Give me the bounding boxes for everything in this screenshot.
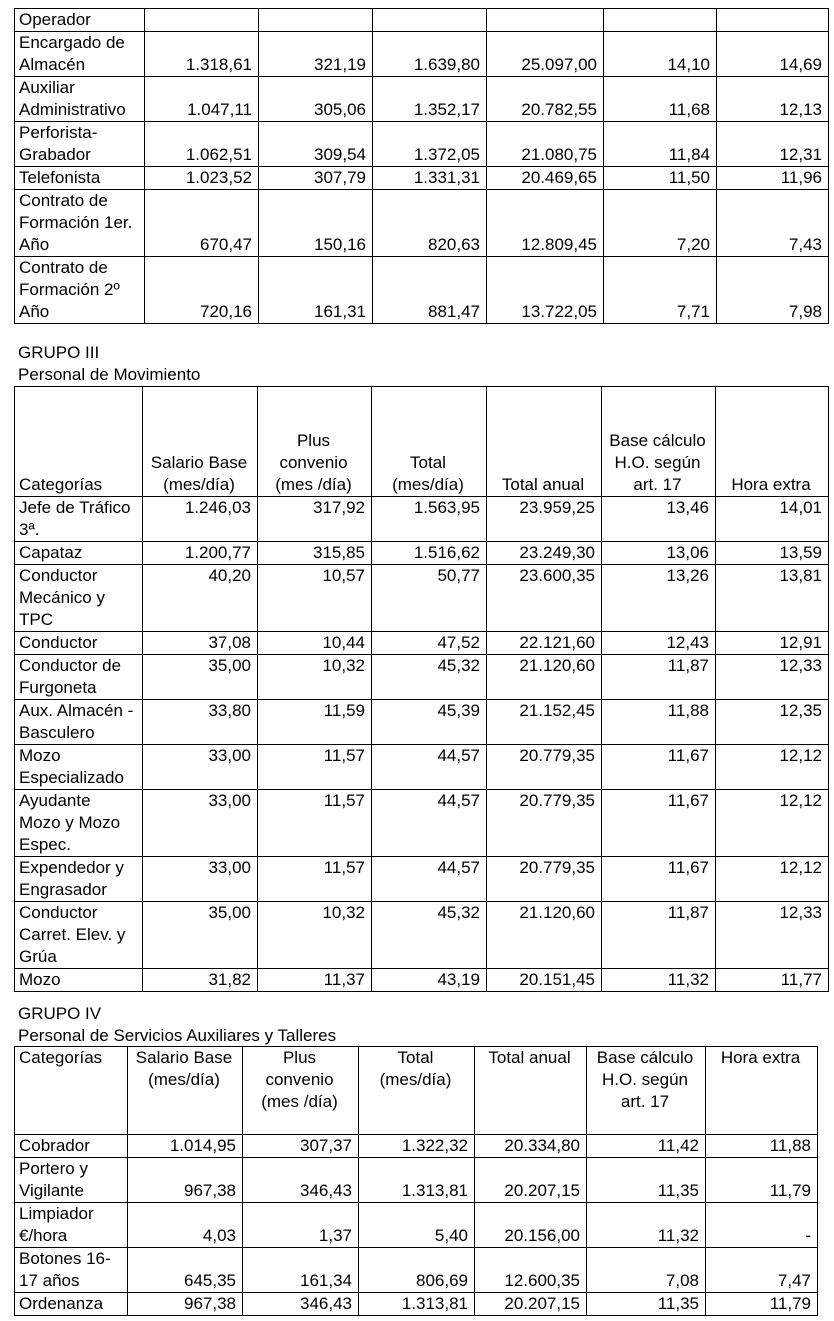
table-row <box>15 700 829 745</box>
column-header: Salario Base (mes/día) <box>128 1047 243 1135</box>
category-cell: Aux. Almacén -Basculero <box>15 700 143 745</box>
category-cell: Mozo Especializado <box>15 745 143 790</box>
category-cell: Capataz <box>15 542 143 565</box>
value-cell: 21.152,45 <box>487 700 602 745</box>
value-cell: 11,57 <box>258 790 372 857</box>
value-cell: 12,12 <box>716 745 829 790</box>
value-cell: 1.352,17 <box>373 77 487 122</box>
group-ii-body <box>15 9 829 324</box>
value-cell: 13,81 <box>716 565 829 632</box>
category-cell: Conductor <box>15 632 143 655</box>
column-header: Base cálculo H.O. según art. 17 <box>602 387 716 497</box>
value-cell: 47,52 <box>372 632 487 655</box>
column-header: Hora extra <box>706 1047 818 1135</box>
table-row <box>15 565 829 632</box>
value-cell: 1.639,80 <box>373 32 487 77</box>
value-cell: 20.779,35 <box>487 790 602 857</box>
value-cell: 1.563,95 <box>372 497 487 542</box>
value-cell: 45,39 <box>372 700 487 745</box>
value-cell: 5,40 <box>359 1203 475 1248</box>
value-cell: 11,96 <box>717 167 829 190</box>
value-cell: 12,33 <box>716 655 829 700</box>
value-cell: 161,31 <box>259 257 373 324</box>
value-cell: 150,16 <box>259 190 373 257</box>
value-cell: - <box>706 1203 818 1248</box>
category-cell: Expendedor y Engrasador <box>15 857 143 902</box>
value-cell: 11,57 <box>258 745 372 790</box>
value-cell: 44,57 <box>372 790 487 857</box>
value-cell <box>717 9 829 32</box>
value-cell: 14,10 <box>604 32 717 77</box>
value-cell: 44,57 <box>372 857 487 902</box>
value-cell: 11,77 <box>716 969 829 992</box>
category-cell: Jefe de Tráfico 3ª. <box>15 497 143 542</box>
value-cell: 7,47 <box>706 1248 818 1293</box>
value-cell: 7,43 <box>717 190 829 257</box>
value-cell: 33,00 <box>143 857 258 902</box>
column-header: Total (mes/día) <box>372 387 487 497</box>
table-row <box>15 632 829 655</box>
category-cell: Encargado de Almacén <box>15 32 145 77</box>
value-cell: 1.313,81 <box>359 1293 475 1316</box>
table-row <box>15 1135 818 1158</box>
value-cell: 1.313,81 <box>359 1158 475 1203</box>
value-cell: 1.023,52 <box>145 167 259 190</box>
value-cell: 33,80 <box>143 700 258 745</box>
value-cell: 11,87 <box>602 902 716 969</box>
category-cell: Perforista-Grabador <box>15 122 145 167</box>
table-row <box>15 190 829 257</box>
table-row <box>15 1293 818 1316</box>
value-cell: 317,92 <box>258 497 372 542</box>
column-header: Hora extra <box>716 387 829 497</box>
value-cell: 33,00 <box>143 745 258 790</box>
value-cell: 20.779,35 <box>487 857 602 902</box>
value-cell: 12,43 <box>602 632 716 655</box>
value-cell: 12,13 <box>717 77 829 122</box>
table-row <box>15 1203 818 1248</box>
group-iii-table <box>14 386 829 992</box>
value-cell: 13,59 <box>716 542 829 565</box>
table-row <box>15 1158 818 1203</box>
value-cell: 11,84 <box>604 122 717 167</box>
table-row <box>15 1248 818 1293</box>
column-header: Base cálculo H.O. según art. 17 <box>587 1047 706 1135</box>
value-cell: 10,32 <box>258 655 372 700</box>
column-header: Total anual <box>475 1047 587 1135</box>
group-ii-table <box>14 8 829 324</box>
table-row <box>15 122 829 167</box>
value-cell: 305,06 <box>259 77 373 122</box>
value-cell: 806,69 <box>359 1248 475 1293</box>
value-cell: 315,85 <box>258 542 372 565</box>
category-cell: Contrato de Formación 1er. Año <box>15 190 145 257</box>
table-row <box>15 857 829 902</box>
value-cell: 12,31 <box>717 122 829 167</box>
value-cell: 14,01 <box>716 497 829 542</box>
column-header: Categorías <box>15 1047 128 1135</box>
table-row <box>15 9 829 32</box>
value-cell: 20.334,80 <box>475 1135 587 1158</box>
value-cell: 11,35 <box>587 1158 706 1203</box>
value-cell: 307,37 <box>243 1135 359 1158</box>
value-cell: 309,54 <box>259 122 373 167</box>
category-cell: Mozo <box>15 969 143 992</box>
value-cell: 20.207,15 <box>475 1293 587 1316</box>
group-iii-subtitle: Personal de Movimiento <box>18 365 201 384</box>
value-cell: 11,88 <box>602 700 716 745</box>
table-row <box>15 790 829 857</box>
value-cell: 321,19 <box>259 32 373 77</box>
value-cell: 1.516,62 <box>372 542 487 565</box>
value-cell: 21.080,75 <box>487 122 604 167</box>
value-cell: 820,63 <box>373 190 487 257</box>
category-cell: Botones 16-17 años <box>15 1248 128 1293</box>
column-header: Salario Base (mes/día) <box>143 387 258 497</box>
value-cell: 21.120,60 <box>487 902 602 969</box>
value-cell: 13,46 <box>602 497 716 542</box>
value-cell: 50,77 <box>372 565 487 632</box>
value-cell: 1.318,61 <box>145 32 259 77</box>
value-cell: 20.779,35 <box>487 745 602 790</box>
group-iv-title: GRUPO IV <box>18 1004 102 1023</box>
value-cell: 11,79 <box>706 1293 818 1316</box>
value-cell: 645,35 <box>128 1248 243 1293</box>
value-cell: 10,57 <box>258 565 372 632</box>
value-cell: 720,16 <box>145 257 259 324</box>
group-iv-table <box>14 1046 818 1316</box>
value-cell: 23.249,30 <box>487 542 602 565</box>
value-cell: 11,32 <box>602 969 716 992</box>
value-cell: 1.246,03 <box>143 497 258 542</box>
value-cell: 307,79 <box>259 167 373 190</box>
value-cell: 14,69 <box>717 32 829 77</box>
value-cell: 11,88 <box>706 1135 818 1158</box>
value-cell: 11,68 <box>604 77 717 122</box>
value-cell: 21.120,60 <box>487 655 602 700</box>
category-cell: Conductor Carret. Elev. y Grúa <box>15 902 143 969</box>
value-cell: 967,38 <box>128 1293 243 1316</box>
value-cell: 346,43 <box>243 1293 359 1316</box>
category-cell: Conductor Mecánico y TPC <box>15 565 143 632</box>
group-iii-body <box>15 497 829 992</box>
value-cell: 10,44 <box>258 632 372 655</box>
group-iv-body <box>15 1135 818 1316</box>
value-cell: 45,32 <box>372 902 487 969</box>
value-cell <box>145 9 259 32</box>
value-cell: 25.097,00 <box>487 32 604 77</box>
value-cell: 12.600,35 <box>475 1248 587 1293</box>
value-cell <box>373 9 487 32</box>
value-cell: 20.207,15 <box>475 1158 587 1203</box>
header-row <box>15 387 829 497</box>
value-cell <box>259 9 373 32</box>
category-cell: Contrato de Formación 2º Año <box>15 257 145 324</box>
value-cell: 12,12 <box>716 857 829 902</box>
value-cell: 1.372,05 <box>373 122 487 167</box>
value-cell: 1.331,31 <box>373 167 487 190</box>
category-cell: Telefonista <box>15 167 145 190</box>
value-cell: 12,35 <box>716 700 829 745</box>
column-header: Plus convenio (mes /día) <box>243 1047 359 1135</box>
table-row <box>15 77 829 122</box>
value-cell: 35,00 <box>143 902 258 969</box>
value-cell: 161,34 <box>243 1248 359 1293</box>
header-row <box>15 1047 818 1135</box>
group-iv-subtitle: Personal de Servicios Auxiliares y Talleres <box>18 1026 337 1045</box>
value-cell: 20.156,00 <box>475 1203 587 1248</box>
value-cell: 1.322,32 <box>359 1135 475 1158</box>
value-cell: 35,00 <box>143 655 258 700</box>
value-cell: 11,87 <box>602 655 716 700</box>
category-cell: Cobrador <box>15 1135 128 1158</box>
value-cell: 37,08 <box>143 632 258 655</box>
category-cell: Auxiliar Administrativo <box>15 77 145 122</box>
value-cell: 11,32 <box>587 1203 706 1248</box>
value-cell: 11,35 <box>587 1293 706 1316</box>
value-cell: 20.469,65 <box>487 167 604 190</box>
value-cell: 33,00 <box>143 790 258 857</box>
table-row <box>15 969 829 992</box>
group-iv-header <box>15 1047 818 1135</box>
value-cell: 23.959,25 <box>487 497 602 542</box>
value-cell: 346,43 <box>243 1158 359 1203</box>
column-header: Total (mes/día) <box>359 1047 475 1135</box>
value-cell: 45,32 <box>372 655 487 700</box>
value-cell: 1,37 <box>243 1203 359 1248</box>
value-cell: 23.600,35 <box>487 565 602 632</box>
value-cell: 1.062,51 <box>145 122 259 167</box>
value-cell: 11,50 <box>604 167 717 190</box>
value-cell: 11,37 <box>258 969 372 992</box>
value-cell: 670,47 <box>145 190 259 257</box>
value-cell: 11,67 <box>602 857 716 902</box>
value-cell: 31,82 <box>143 969 258 992</box>
column-header: Total anual <box>487 387 602 497</box>
value-cell: 7,20 <box>604 190 717 257</box>
value-cell: 10,32 <box>258 902 372 969</box>
category-cell: Limpiador €/hora <box>15 1203 128 1248</box>
value-cell: 11,57 <box>258 857 372 902</box>
value-cell: 11,67 <box>602 745 716 790</box>
value-cell: 11,79 <box>706 1158 818 1203</box>
value-cell: 44,57 <box>372 745 487 790</box>
table-row <box>15 257 829 324</box>
table-row <box>15 745 829 790</box>
value-cell: 4,03 <box>128 1203 243 1248</box>
value-cell: 40,20 <box>143 565 258 632</box>
table-row <box>15 497 829 542</box>
value-cell: 7,71 <box>604 257 717 324</box>
value-cell <box>487 9 604 32</box>
value-cell: 20.782,55 <box>487 77 604 122</box>
value-cell: 12,12 <box>716 790 829 857</box>
value-cell <box>604 9 717 32</box>
value-cell: 1.014,95 <box>128 1135 243 1158</box>
category-cell: Ayudante Mozo y Mozo Espec. <box>15 790 143 857</box>
group-iii-title: GRUPO III <box>18 343 100 362</box>
column-header: Categorías <box>15 387 143 497</box>
table-row <box>15 167 829 190</box>
value-cell: 13,26 <box>602 565 716 632</box>
value-cell: 11,67 <box>602 790 716 857</box>
column-header: Plus convenio (mes /día) <box>258 387 372 497</box>
table-row <box>15 542 829 565</box>
value-cell: 7,98 <box>717 257 829 324</box>
value-cell: 1.047,11 <box>145 77 259 122</box>
value-cell: 43,19 <box>372 969 487 992</box>
value-cell: 12,33 <box>716 902 829 969</box>
value-cell: 11,42 <box>587 1135 706 1158</box>
table-row <box>15 902 829 969</box>
category-cell: Operador <box>15 9 145 32</box>
value-cell: 12.809,45 <box>487 190 604 257</box>
table-row <box>15 655 829 700</box>
value-cell: 13.722,05 <box>487 257 604 324</box>
value-cell: 1.200,77 <box>143 542 258 565</box>
category-cell: Ordenanza <box>15 1293 128 1316</box>
group-iii-header <box>15 387 829 497</box>
value-cell: 881,47 <box>373 257 487 324</box>
value-cell: 11,59 <box>258 700 372 745</box>
category-cell: Portero y Vigilante <box>15 1158 128 1203</box>
value-cell: 967,38 <box>128 1158 243 1203</box>
category-cell: Conductor de Furgoneta <box>15 655 143 700</box>
value-cell: 12,91 <box>716 632 829 655</box>
value-cell: 13,06 <box>602 542 716 565</box>
table-row <box>15 32 829 77</box>
value-cell: 22.121,60 <box>487 632 602 655</box>
value-cell: 7,08 <box>587 1248 706 1293</box>
value-cell: 20.151,45 <box>487 969 602 992</box>
